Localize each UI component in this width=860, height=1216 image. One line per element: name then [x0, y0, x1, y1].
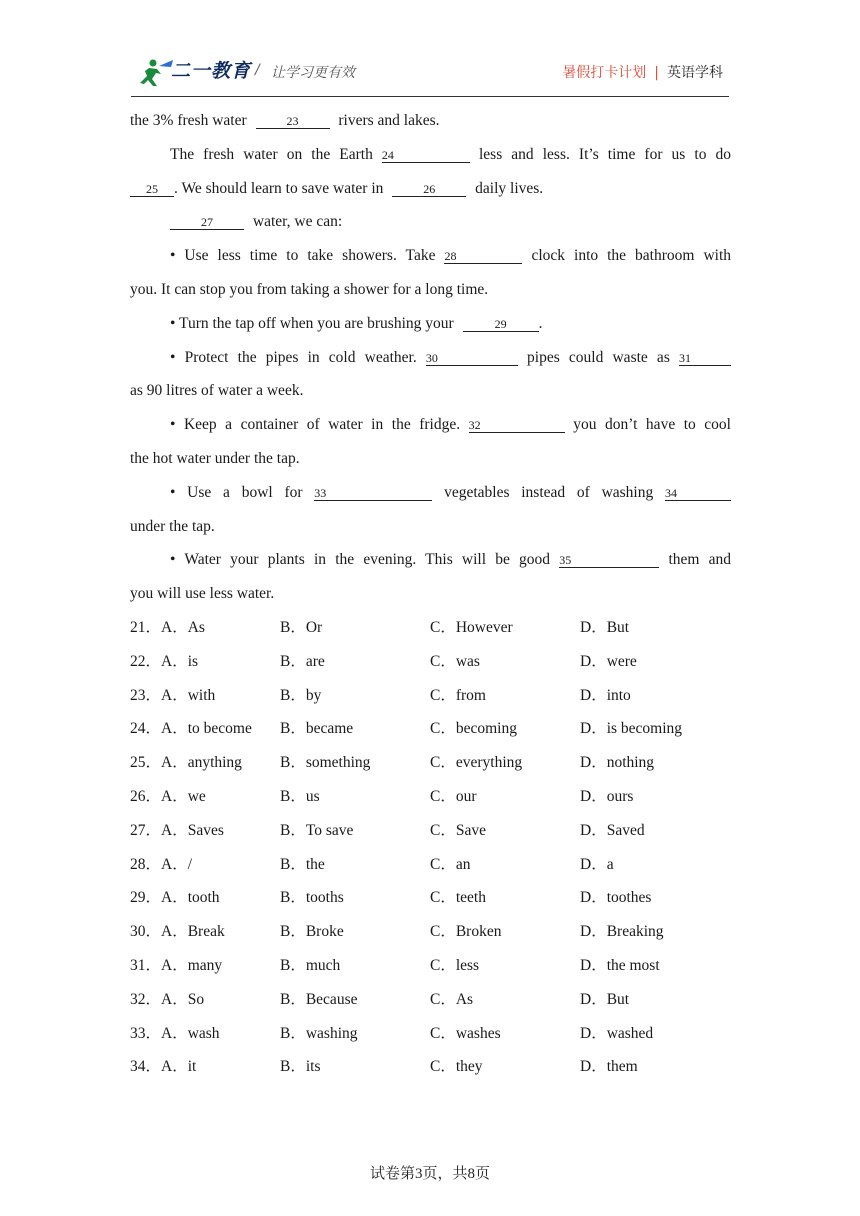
text: you don’t have to cool	[573, 416, 731, 434]
header-right	[562, 62, 723, 82]
option-c: C．However	[430, 619, 513, 636]
option-row	[130, 814, 731, 848]
option-a: 23．A．with	[130, 686, 216, 704]
option-b: B．are	[280, 652, 325, 670]
passage-line	[130, 307, 731, 341]
passage-line	[130, 273, 731, 307]
text: • Turn the tap off when you are brushing your	[170, 314, 454, 332]
passage-line	[130, 341, 731, 375]
text: the hot water under the tap.	[130, 449, 300, 467]
option-c: C．an	[430, 855, 471, 873]
header-divider: |	[654, 65, 659, 81]
blank-27: 27	[170, 215, 244, 230]
option-row	[130, 1017, 731, 1051]
passage-line	[130, 138, 731, 172]
option-d: D．toothes	[580, 889, 652, 907]
option-d: D．the most	[580, 956, 660, 974]
slogan: 让学习更有效	[271, 65, 355, 81]
subject-label: 英语学科	[667, 65, 723, 81]
text: less and less. It’s time for us to do	[478, 145, 732, 163]
option-a: 32．A．So	[130, 990, 205, 1008]
option-d: D．nothing	[580, 754, 655, 772]
blank-26: 26	[392, 182, 466, 197]
option-d: D．But	[580, 990, 630, 1008]
option-b: B．To save	[280, 821, 354, 839]
option-b: B．much	[280, 956, 341, 974]
option-a: 33．A．wash	[130, 1024, 220, 1042]
slogan-separator: /	[255, 62, 260, 78]
option-row	[130, 780, 731, 814]
option-row	[130, 645, 731, 679]
text: water, we can:	[252, 213, 343, 231]
option-d: D．were	[580, 652, 637, 670]
text: • Keep a container of water in the fridge.	[170, 416, 461, 434]
option-b: B．its	[280, 1058, 321, 1076]
option-row	[130, 1050, 731, 1084]
text: daily lives.	[475, 179, 544, 197]
text: you. It can stop you from taking a shower for a long time.	[130, 280, 489, 298]
option-c: C．from	[430, 686, 486, 704]
option-c: C．teeth	[430, 889, 486, 907]
option-a: 29．A．tooth	[130, 889, 220, 907]
answer-options	[130, 611, 731, 1084]
passage-line	[130, 543, 731, 577]
blank-33: 33	[314, 486, 432, 501]
option-a: 28．A．/	[130, 855, 193, 873]
passage-line	[130, 510, 731, 544]
text: them and	[668, 551, 732, 569]
brand-name: 二一教育	[171, 60, 252, 82]
option-b: B．washing	[280, 1024, 358, 1042]
blank-23: 23	[256, 114, 330, 129]
option-a: 24．A．to become	[130, 720, 252, 738]
passage-line	[130, 442, 731, 476]
option-d: D．Breaking	[580, 923, 664, 941]
text: pipes could waste as	[527, 348, 670, 366]
option-c: C．Save	[430, 821, 486, 839]
option-b: B．Or	[280, 619, 323, 636]
option-a: 31．A．many	[130, 956, 223, 974]
option-b: B．by	[280, 686, 322, 704]
option-row	[130, 611, 731, 645]
option-row	[130, 983, 731, 1017]
text: vegetables instead of washing	[444, 483, 654, 501]
blank-35: 35	[559, 553, 659, 568]
text: rivers and lakes.	[338, 112, 440, 129]
passage-line	[130, 205, 731, 239]
option-row	[130, 848, 731, 882]
option-a: 26．A．we	[130, 787, 206, 805]
option-c: C．As	[430, 990, 474, 1008]
option-b: B．Because	[280, 990, 358, 1008]
option-d: D．ours	[580, 787, 634, 805]
blank-30: 30	[426, 351, 518, 366]
blank-31: 31	[679, 351, 731, 366]
passage	[130, 104, 731, 611]
passage-line	[130, 577, 731, 611]
option-a: 27．A．Saves	[130, 821, 224, 839]
option-c: C．washes	[430, 1024, 501, 1042]
option-b: B．tooths	[280, 889, 344, 907]
option-c: C．our	[430, 787, 477, 805]
text: The fresh water on the Earth	[170, 145, 373, 163]
option-a: 34．A．it	[130, 1058, 197, 1076]
text: . We should learn to save water in	[174, 179, 384, 197]
text: the 3% fresh water	[130, 112, 247, 129]
text: as 90 litres of water a week.	[130, 382, 304, 400]
text: • Use less time to take showers. Take	[170, 247, 436, 265]
option-d: D．into	[580, 686, 631, 704]
text: you will use less water.	[130, 585, 275, 603]
option-d: D．washed	[580, 1024, 654, 1042]
option-c: C．they	[430, 1058, 483, 1076]
passage-line	[130, 172, 731, 206]
option-d: D．them	[580, 1058, 638, 1076]
option-d: D．a	[580, 855, 614, 873]
option-row	[130, 679, 731, 713]
blank-29: 29	[463, 317, 539, 332]
option-row	[130, 712, 731, 746]
option-b: B．the	[280, 855, 325, 873]
option-d: D．is becoming	[580, 720, 683, 738]
option-c: C．was	[430, 652, 480, 670]
option-c: C．becoming	[430, 720, 517, 738]
option-b: B．Broke	[280, 923, 344, 941]
option-a: 30．A．Break	[130, 923, 225, 941]
blank-28: 28	[444, 249, 522, 264]
option-row	[130, 881, 731, 915]
text: clock into the bathroom with	[531, 247, 732, 265]
passage-line	[130, 239, 731, 273]
option-b: B．became	[280, 720, 354, 738]
option-a: 25．A．anything	[130, 754, 242, 772]
text: under the tap.	[130, 517, 215, 535]
page-footer: 试卷第3页，共8页	[369, 1166, 490, 1182]
option-a: 21．A．As	[130, 619, 205, 636]
option-row	[130, 746, 731, 780]
blank-24: 24	[382, 148, 470, 163]
option-c: C．less	[430, 956, 480, 974]
passage-line	[130, 374, 731, 408]
option-row	[130, 949, 731, 983]
option-a: 22．A．is	[130, 652, 199, 670]
text: • Water your plants in the evening. This will be good	[170, 551, 551, 569]
plan-label: 暑假打卡计划	[562, 65, 647, 81]
page-header	[131, 52, 729, 97]
blank-32: 32	[469, 418, 565, 433]
passage-line	[130, 104, 731, 138]
passage-line	[130, 476, 731, 510]
option-d: D．But	[580, 619, 630, 636]
text: .	[538, 314, 543, 332]
option-b: B．us	[280, 787, 320, 805]
option-c: C．everything	[430, 754, 523, 772]
option-d: D．Saved	[580, 821, 645, 839]
option-b: B．something	[280, 754, 371, 772]
text: • Use a bowl for	[170, 483, 303, 501]
blank-25: 25	[130, 182, 174, 197]
option-row	[130, 915, 731, 949]
option-c: C．Broken	[430, 923, 502, 941]
text: • Protect the pipes in cold weather.	[170, 348, 417, 366]
blank-34: 34	[665, 486, 731, 501]
passage-line	[130, 408, 731, 442]
